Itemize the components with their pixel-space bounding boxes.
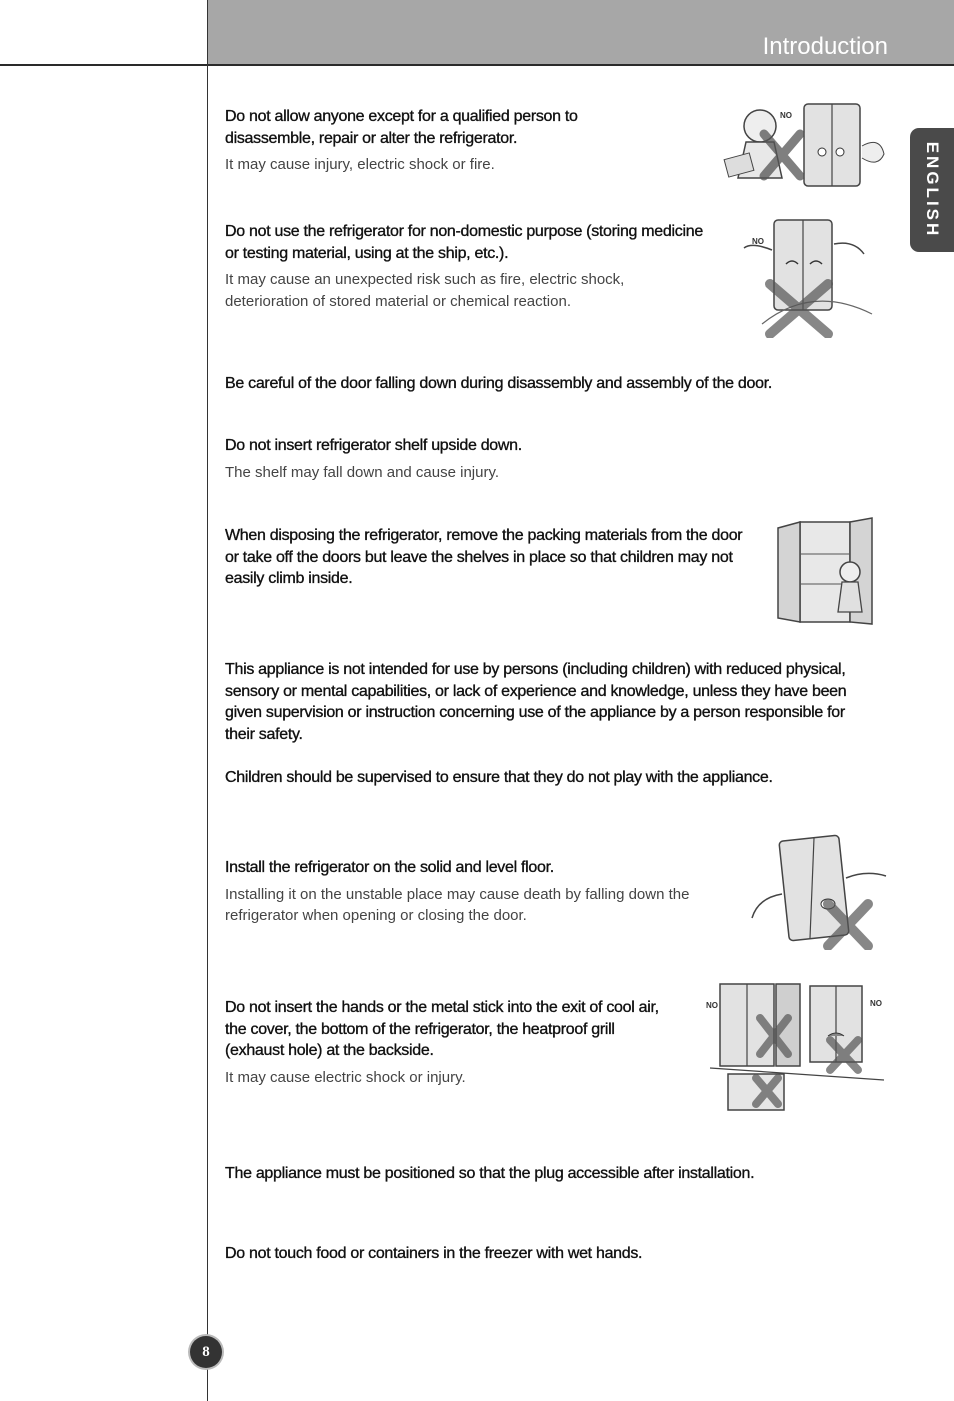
header-divider — [0, 64, 954, 66]
margin-divider — [207, 0, 208, 1401]
no-badge: NO — [780, 111, 792, 120]
illustration-disposal-child — [772, 514, 878, 628]
warning-heading: Do not insert the hands or the metal stick into the exit of cool air, the cover, the bottom of the refrigerator, the heatproof grill (exhaust hole) at the backside. — [225, 999, 659, 1059]
warning-heading: Do not insert refrigerator shelf upside down. — [225, 437, 522, 454]
warning-heading: Be careful of the door falling down during disassembly and assembly of the door. — [225, 375, 773, 392]
warning-detail: The shelf may fall down and cause injury. — [225, 463, 500, 481]
warning-door-falling — [225, 373, 905, 395]
warning-level-floor — [225, 857, 725, 927]
warning-detail: It may cause injury, electric shock or fire. — [225, 156, 495, 173]
warning-heading: Install the refrigerator on the solid and level floor. — [225, 859, 554, 876]
no-badge: NO — [870, 999, 882, 1008]
warning-heading: When disposing the refrigerator, remove the packing materials from the door or take off the doors but leave the shelves in place so that children may not easily climb inside. — [225, 527, 743, 587]
warning-detail: It may cause electric shock or injury. — [225, 1068, 466, 1086]
illustration-non-domestic — [736, 214, 882, 338]
warning-wet-hands — [225, 1243, 905, 1265]
warning-children-supervision: Children should be supervised to ensure that they do not play with the appliance. — [225, 769, 773, 786]
language-tab — [910, 128, 954, 252]
warning-plug-accessible — [225, 1163, 905, 1185]
no-badge: NO — [752, 237, 764, 246]
warning-heading: Do not touch food or containers in the freezer with wet hands. — [225, 1245, 643, 1262]
page-number: 8 — [190, 1336, 222, 1368]
warning-detail: Installing it on the unstable place may cause death by falling down the refrigerator when opening or closing the door. — [225, 885, 690, 924]
warning-qualified-person — [225, 106, 645, 176]
no-badge: NO — [706, 1001, 718, 1010]
warning-non-domestic — [225, 221, 705, 312]
warning-disposal — [225, 525, 755, 590]
warning-insert-hands — [225, 997, 665, 1088]
warning-heading: The appliance must be positioned so that the plug accessible after installation. — [225, 1165, 755, 1182]
warning-detail: It may cause an unexpected risk such as fire, electric shock, deterioration of stored material or chemical reaction. — [225, 271, 625, 310]
illustration-repair-person — [712, 96, 888, 192]
page-title: Introduction — [762, 33, 888, 60]
warning-heading: Do not allow anyone except for a qualified person to disassemble, repair or alter the refrigerator. — [225, 108, 578, 147]
warning-heading: This appliance is not intended for use by persons (including children) with reduced physical, sensory or mental capabilities, or lack of experience and knowledge, unless they have been given supervision or instruction concerning use of the appliance by a person responsible for their safety. — [225, 661, 847, 743]
illustration-insert-hands — [680, 978, 892, 1114]
warning-shelf-upside-down — [225, 435, 825, 483]
warning-reduced-capabilities — [225, 659, 873, 789]
warning-heading: Do not use the refrigerator for non-domestic purpose (storing medicine or testing material, using at the ship, etc.). — [225, 223, 703, 262]
illustration-unstable-floor — [738, 834, 890, 950]
language-label: ENGLISH — [923, 141, 942, 239]
header-bar — [207, 0, 954, 64]
